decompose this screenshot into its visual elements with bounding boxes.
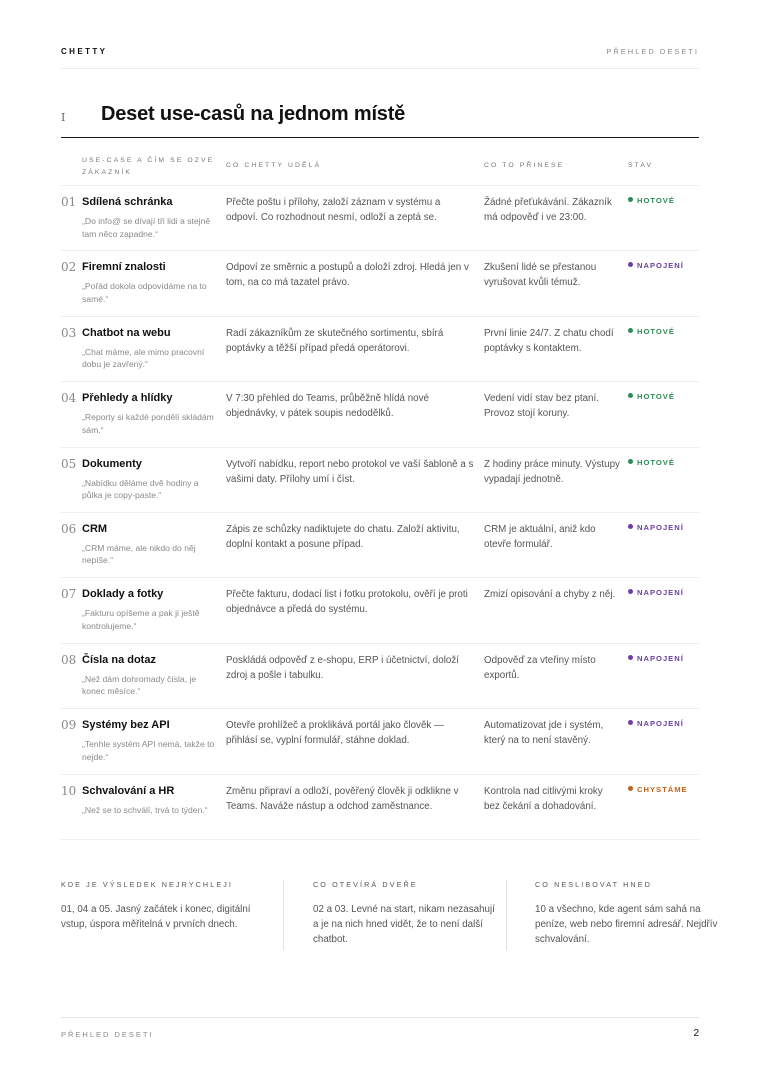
row-number: 09 bbox=[61, 718, 77, 733]
customer-quote: „Tenhle systém API nemá, takže to nejde.“ bbox=[82, 739, 215, 762]
table-row bbox=[61, 708, 699, 773]
benefit-text: První linie 24/7. Z chatu chodí poptávky s kontaktem. bbox=[484, 327, 614, 354]
summary-text: 01, 04 a 05. Jasný začátek i konec, digitální vstup, úspora měřitelná v prvních dnech. bbox=[61, 904, 251, 930]
status-badge bbox=[628, 327, 675, 336]
status-dot-icon bbox=[628, 524, 633, 529]
benefit-text: Kontrola nad citlivými kroky bez čekání a dohadování. bbox=[484, 785, 603, 812]
action-description: V 7:30 přehled do Teams, průběžně hlídá nové objednávky, v pátek soupis nedodělků. bbox=[226, 393, 429, 420]
customer-quote: „Reporty si každé pondělí skládám sám.“ bbox=[82, 412, 214, 435]
usecase-title: Sdílená schránka bbox=[82, 196, 173, 208]
customer-quote: „Pořád dokola odpovídáme na to samé.“ bbox=[82, 281, 207, 304]
status-dot-icon bbox=[628, 589, 633, 594]
benefit-text: CRM je aktuální, aniž kdo otevře formulář. bbox=[484, 523, 596, 550]
row-number: 08 bbox=[61, 652, 77, 667]
column-header-action: CO CHETTY UDĚLÁ bbox=[226, 162, 322, 169]
summary-opens-doors bbox=[313, 880, 503, 947]
table-row bbox=[61, 185, 699, 250]
status-badge bbox=[628, 458, 675, 467]
status-dot-icon bbox=[628, 328, 633, 333]
status-dot-icon bbox=[628, 197, 633, 202]
status-label: HOTOVÉ bbox=[637, 457, 675, 467]
summary-label: KDE JE VÝSLEDEK NEJRYCHLEJI bbox=[61, 880, 234, 889]
row-number: 01 bbox=[61, 195, 77, 209]
summary-label: CO OTEVÍRÁ DVEŘE bbox=[313, 880, 418, 889]
status-dot-icon bbox=[628, 262, 633, 267]
status-dot-icon bbox=[628, 459, 633, 464]
usecase-title: CRM bbox=[82, 522, 108, 535]
brand-logo: CHETTY bbox=[61, 47, 108, 56]
table-row bbox=[61, 774, 699, 840]
status-label: NAPOJENÍ bbox=[637, 719, 684, 729]
row-number: 03 bbox=[61, 325, 77, 340]
benefit-text: Žádné přeťukávání. Zákazník má odpověď i ve 23:00. bbox=[484, 197, 612, 223]
table-row bbox=[61, 316, 699, 381]
status-dot-icon bbox=[628, 786, 633, 791]
top-bar bbox=[61, 47, 699, 59]
summary-fastest bbox=[61, 880, 251, 932]
status-badge bbox=[628, 261, 684, 270]
status-label: NAPOJENÍ bbox=[637, 261, 684, 271]
status-dot-icon bbox=[628, 655, 633, 660]
status-label: HOTOVÉ bbox=[637, 326, 675, 336]
page-title: Deset use-casů na jednom místě bbox=[101, 103, 406, 125]
table-row bbox=[61, 447, 699, 512]
status-dot-icon bbox=[628, 720, 633, 725]
summary-label: CO NESLIBOVAT HNED bbox=[535, 880, 652, 889]
usecase-title: Firemní znalosti bbox=[82, 261, 166, 274]
column-header-benefit: CO TO PŘINESE bbox=[484, 162, 565, 169]
action-description: Vytvoří nabídku, report nebo protokol ve vaší šabloně a s vašimi daty. Přílohy umí i číst. bbox=[226, 458, 474, 485]
action-description: Poskládá odpověď z e-shopu, ERP i účetnictví, doloží zdroj a pošle i tabulku. bbox=[226, 654, 459, 681]
summary-text: 10 a všechno, kde agent sám sahá na peníze, web nebo firemní adresář. Nejdřív schvalování. bbox=[535, 904, 718, 945]
row-number: 07 bbox=[61, 587, 77, 602]
divider bbox=[61, 68, 699, 69]
status-label: CHYSTÁME bbox=[637, 784, 688, 794]
row-number: 06 bbox=[61, 521, 77, 536]
column-header-usecase: USE-CASE A ČÍM SE OZVE ZÁKAZNÍK bbox=[82, 157, 215, 176]
divider bbox=[283, 880, 284, 950]
column-header-status: STAV bbox=[628, 162, 654, 169]
section-numeral: I bbox=[61, 111, 66, 124]
customer-quote: „Než dám dohromady čísla, je konec měsíce.“ bbox=[82, 673, 197, 697]
benefit-text: Vedení vidí stav bez ptaní. Provoz stojí koruny. bbox=[484, 393, 599, 420]
page-number: 2 bbox=[693, 1028, 699, 1039]
table-row bbox=[61, 250, 699, 315]
divider bbox=[61, 1017, 699, 1018]
divider bbox=[506, 880, 507, 950]
status-label: HOTOVÉ bbox=[637, 196, 675, 205]
status-label: NAPOJENÍ bbox=[637, 522, 684, 532]
benefit-text: Zmizí opisování a chyby z něj. bbox=[484, 589, 616, 601]
customer-quote: „CRM máme, ale nikdo do něj nepíše.“ bbox=[82, 542, 196, 566]
action-description: Odpoví ze směrnic a postupů a doloží zdroj. Hledá jen v tom, na co má tazatel právo. bbox=[226, 262, 469, 289]
usecase-title: Doklady a fotky bbox=[82, 588, 164, 601]
customer-quote: „Fakturu opíšeme a pak ji ještě kontrolujeme.“ bbox=[82, 608, 200, 631]
row-number: 10 bbox=[61, 783, 77, 798]
customer-quote: „Do info@ se dívají tři lidi a stejně tam něco zapadne.“ bbox=[82, 216, 211, 239]
row-number: 04 bbox=[61, 391, 77, 406]
status-badge bbox=[628, 523, 684, 532]
action-description: Změnu připraví a odloží, pověřený člověk ji odklikne v Teams. Naváže nástup a odchod zaměstnance. bbox=[226, 785, 459, 812]
action-description: Zápis ze schůzky nadiktujete do chatu. Založí aktivitu, doplní kontakt a posune případ. bbox=[226, 523, 460, 550]
status-badge bbox=[628, 196, 675, 205]
table-header bbox=[61, 155, 699, 185]
table-row bbox=[61, 643, 699, 708]
summary-do-not-promise bbox=[535, 880, 725, 947]
status-badge bbox=[628, 392, 675, 401]
benefit-text: Odpověď za vteřiny místo exportů. bbox=[484, 654, 596, 681]
table-row bbox=[61, 577, 699, 642]
usecase-title: Přehledy a hlídky bbox=[82, 392, 173, 405]
usecase-title: Schvalování a HR bbox=[82, 784, 175, 797]
status-label: NAPOJENÍ bbox=[637, 653, 684, 663]
document-page bbox=[61, 0, 718, 1075]
customer-quote: „Než se to schválí, trvá to týden.“ bbox=[82, 804, 208, 815]
title-block bbox=[61, 101, 699, 138]
action-description: Přečte poštu i přílohy, založí záznam v systému a odpoví. Co rozhodnout nesmí, odloží a zeptá se. bbox=[226, 197, 441, 223]
usecase-title: Čísla na dotaz bbox=[82, 653, 156, 666]
status-badge bbox=[628, 719, 684, 728]
usecase-title: Chatbot na webu bbox=[82, 326, 171, 339]
footer-label: PŘEHLED DESETI bbox=[61, 1030, 154, 1039]
usecase-title: Systémy bez API bbox=[82, 719, 170, 732]
customer-quote: „Nabídku děláme dvě hodiny a půlka je copy-paste.“ bbox=[82, 477, 199, 501]
status-dot-icon bbox=[628, 393, 633, 398]
summary-text: 02 a 03. Levné na start, nikam nezasahují a je na nich hned vidět, že to není další chatbot. bbox=[313, 904, 495, 945]
benefit-text: Automatizovat jde i systém, který na to není stavěný. bbox=[484, 720, 604, 747]
action-description: Otevře prohlížeč a proklikává portál jako člověk — přihlásí se, vyplní formulář, stáhne doklad. bbox=[226, 720, 444, 747]
row-number: 02 bbox=[61, 260, 77, 275]
status-badge bbox=[628, 654, 684, 663]
table-row bbox=[61, 512, 699, 577]
row-number: 05 bbox=[61, 456, 77, 471]
section-label: PŘEHLED DESETI bbox=[606, 47, 699, 56]
usecase-table bbox=[61, 185, 699, 840]
action-description: Radí zákazníkům ze skutečného sortimentu, sbírá poptávky a těžší případ předá operátorovi. bbox=[226, 327, 444, 354]
status-label: NAPOJENÍ bbox=[637, 588, 684, 598]
usecase-title: Dokumenty bbox=[82, 457, 142, 470]
status-badge bbox=[628, 588, 684, 597]
customer-quote: „Chat máme, ale mimo pracovní dobu je zavřený.“ bbox=[82, 346, 205, 370]
table-row bbox=[61, 381, 699, 446]
benefit-text: Zkušení lidé se přestanou vyrušovat kvůli témuž. bbox=[484, 262, 597, 289]
status-badge bbox=[628, 785, 688, 794]
benefit-text: Z hodiny práce minuty. Výstupy vypadají jednotně. bbox=[484, 458, 620, 485]
status-label: HOTOVÉ bbox=[637, 392, 675, 402]
action-description: Přečte fakturu, dodací list i fotku protokolu, ověří je proti objednávce a předá do systému. bbox=[226, 589, 468, 616]
summary-section bbox=[61, 880, 718, 980]
